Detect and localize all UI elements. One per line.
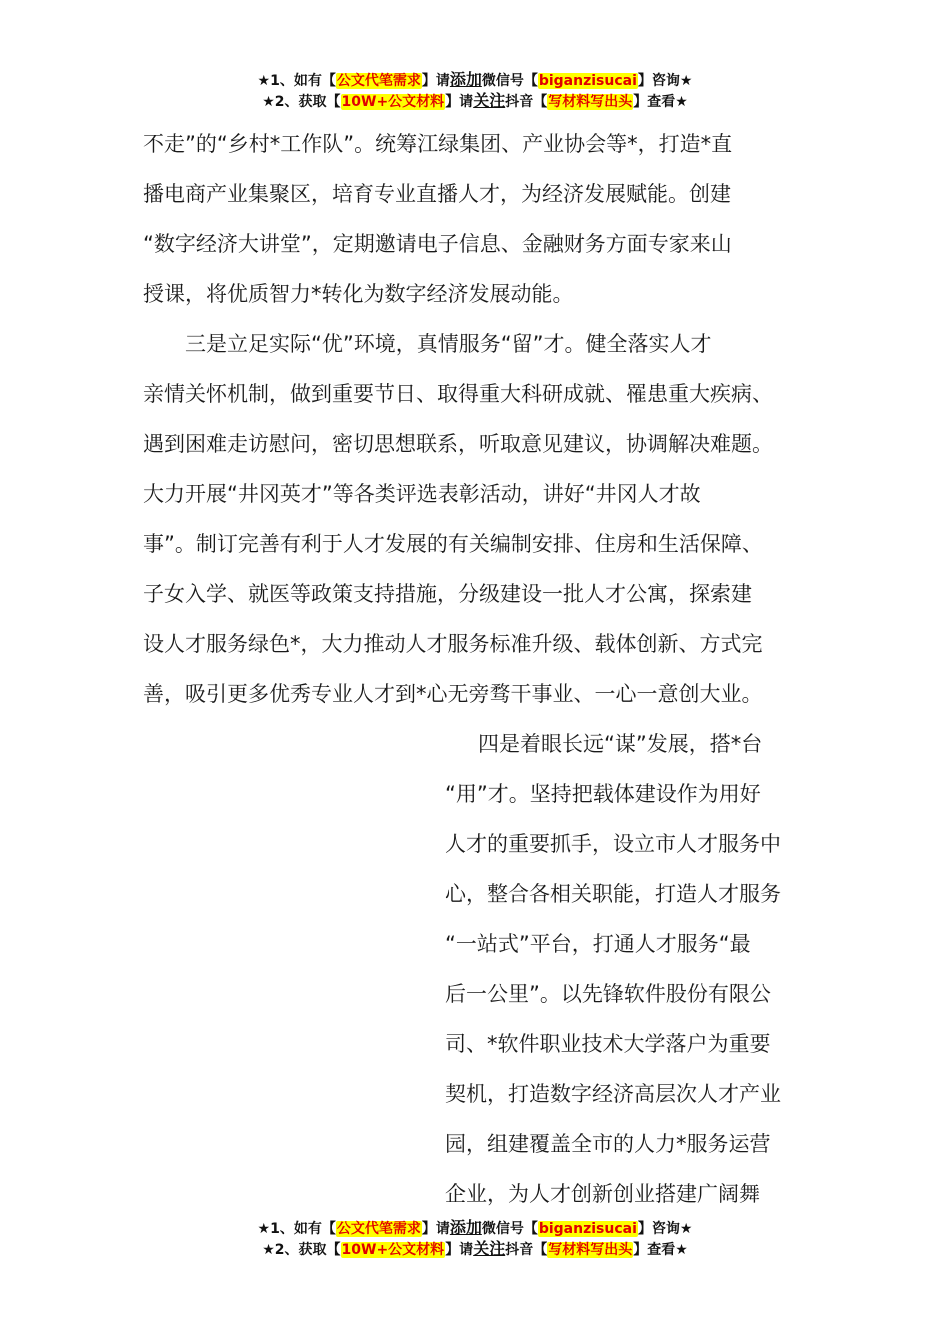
body-line: 人才的重要抓手，设立市人才服务中 — [445, 832, 781, 856]
paragraph-four-start: 四是着眼长远“谋”发展，搭*台 — [478, 732, 763, 756]
body-line: 遇到困难走访慰问，密切思想联系，听取意见建议，协调解决难题。 — [143, 432, 773, 456]
body-line: 心，整合各相关职能，打造人才服务 — [445, 882, 781, 906]
highlight-wechat-id: biganzisucai — [538, 73, 637, 89]
footer-line-1: ★1、如有【公文代笔需求】请添加微信号【biganzisucai】咨询★ — [257, 1218, 693, 1237]
highlight-douyin: 写材料写出头 — [548, 1242, 633, 1258]
body-line: 事”。制订完善有利于人才发展的有关编制安排、住房和生活保障、 — [143, 532, 763, 556]
body-line: “一站式”平台，打通人才服务“最 — [445, 932, 751, 956]
body-line: 授课，将优质智力*转化为数字经济发展动能。 — [143, 282, 574, 306]
highlight-service: 公文代笔需求 — [336, 73, 421, 89]
footer-banner — [0, 1218, 950, 1260]
body-line: 后一公里”。以先锋软件股份有限公 — [445, 982, 771, 1006]
header-banner — [0, 70, 950, 112]
body-line: “数字经济大讲堂”，定期邀请电子信息、金融财务方面专家来山 — [143, 232, 732, 256]
highlight-douyin: 写材料写出头 — [548, 94, 633, 110]
body-line: 善，吸引更多优秀专业人才到*心无旁骛干事业、一心一意创大业。 — [143, 682, 763, 706]
body-line: 亲情关怀机制，做到重要节日、取得重大科研成就、罹患重大疾病、 — [143, 382, 773, 406]
body-line: 园，组建覆盖全市的人力*服务运营 — [445, 1132, 771, 1156]
highlight-service: 公文代笔需求 — [336, 1221, 421, 1237]
highlight-materials: 10W+公文材料 — [341, 94, 445, 110]
body-line: “用”才。坚持把载体建设作为用好 — [445, 782, 761, 806]
body-line: 契机，打造数字经济高层次人才产业 — [445, 1082, 781, 1106]
body-line: 设人才服务绿色*，大力推动人才服务标准升级、载体创新、方式完 — [143, 632, 763, 656]
body-line: 不走”的“乡村*工作队”。统筹江绿集团、产业协会等*，打造*直 — [143, 132, 733, 156]
body-line: 司、*软件职业技术大学落户为重要 — [445, 1032, 771, 1056]
body-line: 子女入学、就医等政策支持措施，分级建设一批人才公寓，探索建 — [143, 582, 752, 606]
header-line-2: ★2、获取【10W+公文材料】请关注抖音【写材料写出头】查看★ — [262, 91, 688, 110]
header-line-1: ★1、如有【公文代笔需求】请添加微信号【biganzisucai】咨询★ — [257, 70, 693, 89]
body-line: 企业，为人才创新创业搭建广阔舞 — [445, 1182, 760, 1206]
highlight-materials: 10W+公文材料 — [341, 1242, 445, 1258]
footer-line-2: ★2、获取【10W+公文材料】请关注抖音【写材料写出头】查看★ — [262, 1239, 688, 1258]
paragraph-three-start: 三是立足实际“优”环境，真情服务“留”才。健全落实人才 — [185, 332, 712, 356]
body-line: 播电商产业集聚区，培育专业直播人才，为经济发展赋能。创建 — [143, 182, 731, 206]
highlight-wechat-id: biganzisucai — [538, 1221, 637, 1237]
body-line: 大力开展“井冈英才”等各类评选表彰活动，讲好“井冈人才故 — [143, 482, 701, 506]
